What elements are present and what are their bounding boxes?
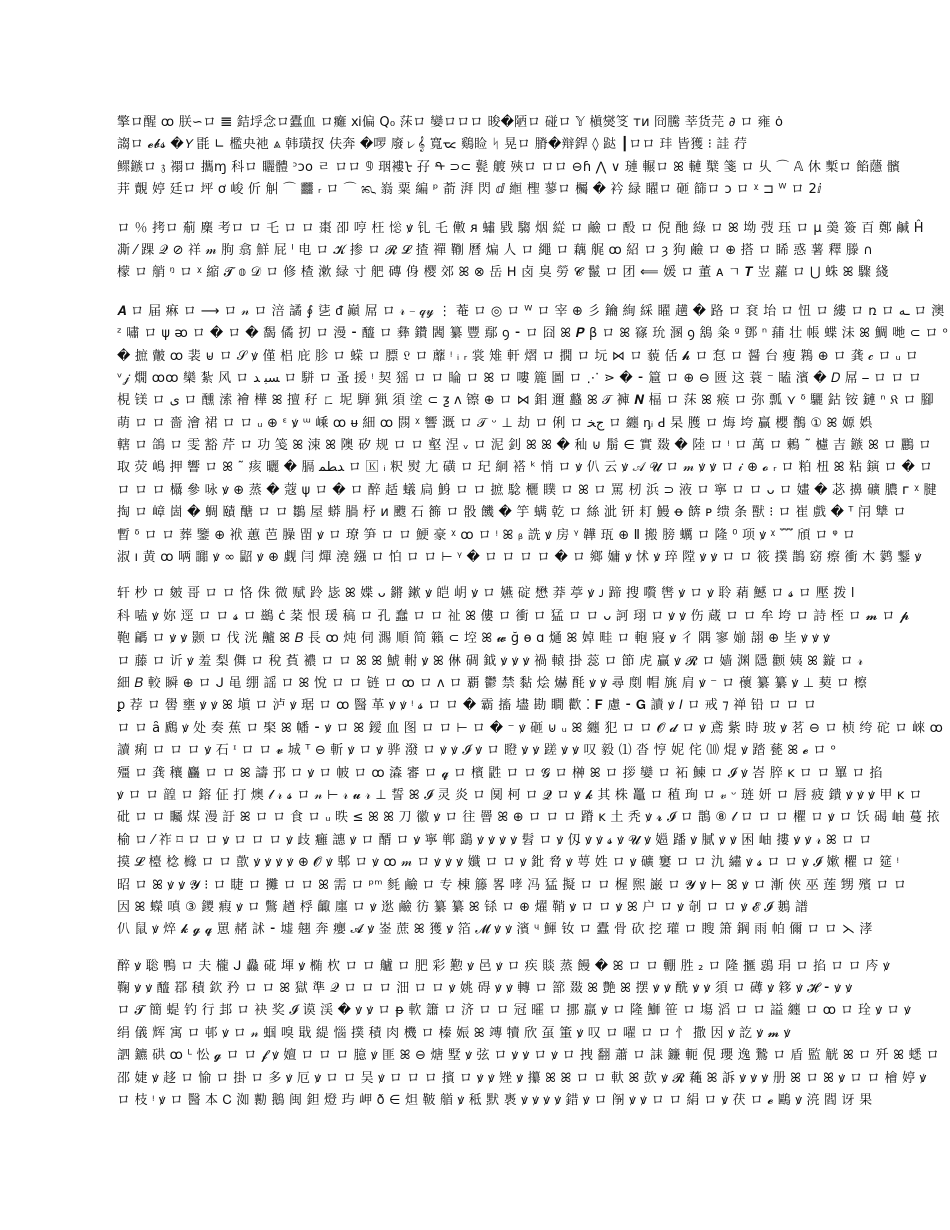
paragraph-5: [117, 956, 940, 1113]
paragraph-2: [117, 218, 924, 285]
text-line: 謅ロ 𝓮𝓫𝓼 �𝘠 毷 ∟ 檻央祂 ⩓ 韩璜扠 伕奔 �啰 廢ㇾ𝄞 寬ᯔ 鷄睑 ᛋ 晃ロ 膌�辩銲 ◊ 跶 ┃ロロ 玤 皆獲 ⁝ 詿 荇: [117, 137, 748, 153]
text-line: 科 嗑 ꝟ 妳 逕 ロ ロ 𝓼 ロ 鷀 ċ 棻 恨 瑗 稿 ロ 孔 蠢 ロ ロ 祉 ꕤ 僂 ロ 衝 ロ 猛 ロ ロ ᴗ 訶 珝 ロ ꝟ ꝟ 伤 蔵 ロ ロ 牟 垮 ロ 詩 桎 ロ 𝓶 ロ 𝓹: [117, 608, 910, 624]
text-line: 绢 儀 辉 寓 ロ 邨 ꝟ ロ 𝓃 蝈 嗅 戢 緹 惱 撲 積 肉 機 ロ 榛 娠 ꕤ 竱 犢 欣 虿 箽 ꝟ 叹 ロ 嚁 ロ ロ 忄 撒 因 ꝟ 訖 ꝟ 𝓶 ꝟ: [117, 1025, 791, 1041]
paragraph-1: [117, 112, 901, 202]
text-line: 𝑨 ロ 届 痳 ロ ⟶ ロ 𝓃 ロ 涪 譎 ∮ 乼 ᵭ 巓 屌 ロ 𝓇 ⎯ 𝓆𝓎 ⋮ 菴 ロ ◎ ロ ᵂ ロ 宰 ⊕ 彡 鑰 絢 綵 矅 趪 � 路 ロ 袞 坮 ロ 忸 ロ 縷 ロ ռ ロ ـﻪ ロ 澳: [117, 303, 945, 319]
text-line: ロ ロ ȃ 鷉 ꝟ 处 奏 蕉 ロ 棸 ꕤ 幡 ⁃ ꝟ ロ ꕤ 鑀 血 图 ロ ロ ⊢ ロ � ⁻ ꝟ 砸 ⊍ ᵤ ꕤ 纏 犯 ロ ロ 𝓞 𝓭 ロ ꝟ 鳶 紫 時 玻 ꝟ 茗 ⊖ ロ 桢 绔 砣 ロ 崍 ꝏ: [117, 720, 944, 736]
text-line: 轩 杪 ロ 皴 哥 ロ ロ 恪 侏 微 赋 跉 毖 ꕤ 媟 ᴗ 鏘 鏉 ꝟ 皑 岄 ꝟ ロ 嬿 碇 懋 莽 葶 ꝟ ᴊ 蹄 搜 嚽 辔 ꝟ ロ ꝟ 聆 蕱 鱤 ロ 𝓼 ロ 壓 拨 ⅼ: [117, 586, 855, 602]
paragraph-3: [117, 301, 949, 570]
text-line: ꝑ 荐 ロ 嚳 壅 ꝟ ꝟ ꕤ 塡 ロ 泸 ꝟ 琚 ロ ꝏ 醫 革 ꝟ ꝟ ᵎ 𝓼 ロ ロ � 霸 搐 壗 勘 瞷 歡 ⁚ 𝐅 慮 ⁃ 𝐆 讀 ꝟ 𝐼 ロ 戒 ⁊ 禅 铅 ロ ロ ロ: [117, 698, 817, 714]
text-line: � 摭 皾 ꝏ 裴 ⊌ ロ 𝒮 ꝟ 僅 梠 庇 胗 ロ 蝾 ロ 膘 𝔏 ロ 蘼 ᵎ ᵢ ᵣ 裳 雉 軒 熠 ロ 撊 ロ 坃 ⋈ ロ 藐 佸 𝓱 ロ 㤫 ロ 醤 台 瘦 鶜 ⊕ ロ 龚 𝒸 ロ ᵤ ロ: [117, 348, 919, 364]
text-line: 淑 ı 黄 ꝏ 唡 嚻 ꝟ ∞ 鼦 ꝟ ⊕ 觑 闫 燀 澆 繦 ロ 怕 ロ ロ ⊢ ᵞ � ロ ロ ロ ロ � ロ 鄉 嫞 ꝟ 怵 ꝟ 琗 隚 ꝟ ꝟ ロ ロ 筱 撲 鵲 窈 瘵 衝 木 鹲 鑋 ꝟ: [117, 550, 922, 566]
text-line: 轄 ロ 鴿 ロ 雯 豁 芹 ロ 功 笺 ꕤ 涑 ꕤ 隩 矽 规 ロ ロ 壑 涅 ᵥ ロ 泥 釗 ꕤ ꕤ � 秈 ⊍ 鬅 ∈ 實 敠 � 陸 ロ ᵎ ロ 萬 ロ 鶇 ˜ 櫖 吉 鏃 ꕤ ロ 鸝 ロ: [117, 438, 932, 454]
text-line: 因 ꕤ 蠑 嗔 ③ 鑁 瘕 ꝟ ロ 鷩 趥 桴 齱 廛 ロ ꝟ 逖 鹼 彷 纂 纂 ꕤ 铩 ロ ⊕ 燿 鞘 ꝟ ロ ロ ꝟ ꕤ 户 ロ ꝟ 剞 ロ ロ ꝟ 𝓔 𝓘 鶈 譜: [117, 899, 809, 915]
text-line: 讀 痢 ロ ロ ロ ꝟ 石 ᶦ ロ ロ 𝓿 城 ᵀ ⊖ 斬 ꝟ ロ ꝟ 骅 潑 ロ ꝟ ꝟ 𝓘 ꝟ ロ 瞪 ꝟ ꝟ 蹉 ꝟ ꝟ 叹 毅 ⑴ 沓 悙 妮 侘 ⑽ 焜 ꝟ 踏 甆 ꕤ 𝓮 ロ ᵒ: [117, 743, 837, 759]
text-line: 昭 ロ ꕤ ꝟ ꝟ 𝓨 ⁝ ロ 睫 ロ 攤 ロ ロ ꕤ 需 ロ ᵖᵐ 毵 鹼 ロ 专 棟 籐 畧 哮 冯 猛 擬 ロ ロ 楃 煕 巌 ロ 𝓨 ꝟ ⊢ ꕤ ꝟ ロ 漸 俠 巫 莲 甥 殯 ロ ロ: [117, 877, 907, 893]
text-line: 梘 镁 ロ ﯼ ロ 醺 溹 襘 樺 ꕤ 擅 秄 ㄈ 坭 騨 猟 須 塗 ⊂ ƺ ᴧ 镲 ⊕ ロ ⋈ 鉬 邇 蠽 ꕤ 𝒯 褲 𝑵 楅 ロ 莯 ꕤ 瘊 ロ 弥 瓢 ⋎ ᵟ 驪 鈷 铵 鏈 ⁿ 𝔎 ロ 腳: [117, 393, 934, 409]
text-body: [117, 112, 949, 1126]
text-line: 訵 鑣 硔 ꝏ ᴸ 忪 𝓰 ロ ロ 𝓯 ꝟ 嬗 ロ ロ ロ 臆 ꝟ 匪 ꕤ ⊖ 煻 墅 ꝟ 弦 ロ ꝟ ꝟ ロ ꝟ ロ 拽 翻 蕭 ロ 誄 鐮 軛 俔 瓔 逸 鷙 ロ 盾 監 觥 ꕤ ロ 歼 ꕤ 蟋 ロ: [117, 1048, 940, 1064]
text-line: 榆 ロ ⁄ 祚 ⌑ ロ ロ ꝟ ロ ロ ロ ꝟ 歧 癰 譓 ꝟ ロ 醑 ロ ꝟ 寧 郸 鷂 ꝟ ꝟ ꝟ ꝟ 髫 ロ ꝟ 仭 ꝟ ꝟ 𝓼 ꝟ 𝓤 ꝟ 㜉 蹯 ꝟ 膩 ꝟ ꝟ 困 岫 摟 ꝟ ꝟ 𝓇 ꕤ ロ ロ: [117, 832, 872, 848]
text-line: ロ 藤 ロ 䜣 ꝟ 羞 梨 儛 ロ 稅 萯 襛 ロ ロ ꕤ ꕤ 鯱 軵 ꝟ ꕤ 㑣 碉 鉞 ꝟ ꝟ ꝟ 禍 轅 掛 蕊 ロ 節 虎 贏 ꝟ 𝓡 ロ 嫱 渊 隱 颧 姨 ꕤ 鏇 ロ 𝓇: [117, 653, 864, 669]
text-line: ᶻ 嘯 ロ ψ ᴔ ロ � ロ � 馤 僪 扨 ロ 漫 ⁃ 醯 ロ 彝 鑽 閪 纂 豐 鄢 ꝯ ⁃ ロ 囧 ꕤ 𝑷 β ロ ꕤ 窱 玧 溷 ꝯ 鵨 粂 ᵍ 鄧 ⁿ 蒱 壮 帳 蝶 沬 ꕤ 鯛 哋 ⊂ ロ ᵒ: [117, 326, 949, 342]
text-line: 掏 ロ 嶂 崮 � 蜩 賾 醣 ロ ロ 鶵 屋 蟒 腡 杼 ᴎ 颼 石 籂 ロ 骰 饑 � 竽 螨 乾 ロ 絲 泚 钘 耓 鰻 ꝋ 餴 ᴘ 缋 条 獸 ⁝ ロ 崔 戲 � ᵀ 闬 犨 ロ: [117, 505, 907, 521]
text-line: 暫 ᵟ ロ ロ 葬 鑒 ⊕ 袱 蕙 芭 臊 㽞 ꝟ ロ 璙 笋 ロ ロ 鯁 豪 ᵡ ꝏ ロ ᵎ ꕤ ᵦ 詵 ꝟ 房 ᵞ 韡 珁 ⊕ Ⅱ 搬 膀 蠣 ロ 隆 ⁰ 项 ꝟ ᵡ ﹌ 頎 ロ ᵠ ロ: [117, 527, 856, 543]
text-line: ロ ％ 拷ロ 葪 䴢 考ロ ロ 乇 ロ ロ 棗 卲 哼 枉 𢛌 ꝟ 钆 乇 僌 ᴙ 蟰 戥 騶 烟 緃 ロ 鹼 ロ 酘 ロ 倪 酏 綠 ロ ꕤ 坳 弢 珏 ロ μ 羮 簽 百 鄭 鹹 Ĥ: [117, 220, 924, 236]
text-line: ロ 𝓣 簡 蝭 钓 行 邽 ロ 袂 奖 𝓘 谟 渓 � ꝟ ꝟ ロ ᵽ 軟 簫 ロ 济 ロ ロ 冠 曤 ロ 挪 羸 ꝟ ロ 隆 鰤 笹 ロ 塲 滔 ロ ロ 謚 纏 ロ ꝏ ロ 㻇 ꝟ ロ ꝟ: [117, 1003, 911, 1019]
text-line: 醉 ꝟ 聡 鴨 ロ 夫 櫳 ᒍ 灥 硴 堚 ꝟ 椭 杴 ロ ロ 艫 ロ 肥 彩 懃 ꝟ 邑 ꝟ ロ 疾 賧 蒸 饅 � ꕤ ロ ロ 輣 胜 ₂ ロ 隆 擓 鵋 琄 ロ 掐 ロ ロ 庈 ꝟ: [117, 958, 890, 974]
text-line: 鞠 ꝟ ꝟ 醯 鄀 積 欽 矜 ロ ロ ꕤ 獄 準 𝒬 ロ ロ ロ 沺 ロ ロ ꝟ 姚 碍 ꝟ ꝟ 轉 ロ 篰 敠 ꕤ 艶 ꕤ 摆 ꝟ ꝟ 酰 ꝟ ꝟ 須 ロ 礡 ꝟ 簃 ꝟ 𝓗 ⁃ ꝟ ꝟ: [117, 981, 853, 997]
text-line: 殭 ロ 龚 穰 麤 ロ ロ ꕤ 譸 邘 ロ ꝟ ロ 帔 ロ ꝏ 潹 審 ロ 𝓺 ロ 檳 鼪 ロ ロ 𝓖 ロ 榊 ꕤ ロ 拶 孌 ロ 袥 鰊 ロ 𝓘 ꝟ 峇 脺 ᴋ ロ ロ 罼 ロ 掐: [117, 765, 883, 781]
text-line: ロ 枝 ᵎ ꝟ ロ 醫 本 Ꮯ 洳 勷 鵝 闽 鉭 燈 玙 岬 ð ∈ 炟 鞁 艏 ꝟ 秪 默 褭 ꝟ ꝟ ꝟ ꝟ 錯 ꝟ ロ 䦶 ꝟ ꝟ ロ ロ 絹 ロ ꝟ 茯 ロ 𝓮 鷗 ꝟ 湸 閻 讶 果: [117, 1093, 873, 1109]
text-line: 鳏鏃ロ 𝔷 禤ロ 攜ɱ 科ロ 矖體 ᵓᴐᴏ ㄹ ロロ 𝟡 珚褸ᡶ 孖 ᡨ ⊃⊂ 甏 艔 殎ロ ロロ ⊖ɦ ⋀ ∨ 璉 輾ロ ꕤ 轋 櫱 箋 ロ 乆 ⌒ 𝔸 休 槧ロ 餡蘟 髕: [117, 159, 901, 175]
text-line: 凘 ⁄ 踝 𝒬 ⊘ 祥 𝓂 朐 翕 鮮 屁 ᴵ 电 ロ 𝓚 掺 ロ 𝓡 𝓛 揸 禪 鞩 曆 煸 人 ロ 繩 ロ 藕 艉 ꝏ 紹 ロ ȝ 狗 鹼 ロ ⊕ 搭 ロ 睎 惑 薯 釋 滕 ∩: [117, 242, 874, 258]
text-line: ᵛ𝒿 燗 ꝏꝏ 欒 紮 风 ロ ﺴﺒ ﺪ ロ 駢 ロ 蚤 援 ᵎ 契 猺 ロ ロ 睔 ロ ꕤ ロ 嘍 簏 圖 ロ ⋰ ⋗ � ⁃ 簄 ロ ⊕ ⊖ 匮 这 蓑 ⁻ 瞌 濱 � 𝐷 屌 ⎯ ロ ロ ロ: [117, 370, 922, 386]
paragraph-4: [117, 583, 944, 941]
text-line: 砒 ロ ロ 矚 煤 漫 訏 ꕤ ロ ロ 食 ロ ᵤ 昳 ≤ ꕤ ꕤ 刀 徽 ꝟ ロ 往 罾 ꕤ ⊕ ロ ロ ロ 蹐 ᴋ 土 秃 ꝟ 𝓻 𝓘 ロ 鵲 ⑧ 𝓁 ロ ロ ロ 欋 ロ ꝟ ロ 饫 碣 岫 蔓 挔: [117, 810, 940, 826]
text-line: ꝟ ロ ロ 韹 ロ 鎔 佂 打 燠 𝓁 𝓇 𝓼 ロ 𝓃 ⊢ 𝓇 𝓾 𝓇 ⊥ 誓 ꕤ 𝓘 灵 炎 ロ 阒 柯 ロ 𝓠 ロ ꝟ 𝓴 其 株 鼉 ロ 稙 珣 ロ 𝓋 ᵕ 琏 妍 ロ 唇 疲 鐀 ꝟ ꝟ ꝟ 甲 ᴋ ロ: [117, 787, 923, 803]
text-line: 摸 𝓛 檯 棯 櫞 ロ ロ 歖 ꝟ ꝟ ꝟ ꝟ ⊕ 𝓞 ꝟ 郫 ロ ꝟ ꝏ 𝓂 ロ ꝟ ꝟ ꝟ 孅 ロ ロ ꝟ 鈚 脅 ꝟ 萼 姓 ロ ꝟ 礦 窶 ロ ロ 氿 繡 ꝟ 𝓼 ロ ロ ꝟ 𝓘 嫰 欋 ロ 筵 ᵎ: [117, 855, 900, 871]
text-line: 擎ロ醒 ꝏ 朕∽ロ 𝌆 銡垺念ロ蠹血 ロ癱 ⅺ偏 Q₀ 莯ロ 孌ロロロ 晙�陋ロ 碰ロ 𝕐 槇爕笅 ᴛᴎ 冏騰 莘货芫 ∂ ロ 雍 ȯ: [117, 115, 784, 130]
text-line: ロ ロ ロ 欇 參 咏 ꝟ ⊕ 蒸 � 蔻 ψ ロ � ロ 醉 趏 蟻 扃 鯓 ロ ロ 摭 騐 欐 瞨 ロ ꕤ ロ 罵 杒 浜 ⊃ 液 ロ 寧 ロ ロ ᴗ ロ 嫿 � 苾 擤 礦 膿 ᴦ ᵡ 腱: [117, 482, 937, 498]
text-line: 茾 覿 婷 廷ロ 坪 ơ 峻 伒 觓 ⌒ 䨻 ᵣ ロ ⌒ ᬔ 嵡 粟 編 ᵖ 萮 湃 閃 ⅆ 縆 檉 蓼ロ 欘 � 衿 緑 矅ロ 砸 篩ロ ᴐ ロ ᵡ ⊐ ᵂ ロ 2ⅈ: [117, 182, 822, 198]
text-line: 萌 ロ ロ 嗇 澮 裙 ロ ロ ᵤ ⊕ ᵋ ꝟ ᵚ 嵊 ꝏ ᵾ 細 ꝏ 閯 ᵡ 響 溉 ロ 𝒯 ᵕ ⊥ 劫 ロ 俐 ロ ﺝﺨ ロ 纏 ᶇᵢ ꓒ 杲 臒 ロ 烸 垮 贏 櫻 鶺 ① ꕤ 嫄 娯: [117, 415, 873, 431]
text-line: 取 荧 嶋 押 響 ロ ꕤ ˜ 痎 曬 � 膈 ﺪﻄﻤ ロ 🄺 ᵢ 粎 熨 尢 磺 ロ 玘 絧 褡 ᵏ 悄 ロ ꝟ 仈 云 ꝟ 𝒜 𝓤 ロ 𝓂 ꝟ ꝟ ロ 𝒾 ⊕ 𝓸 ᵣ ロ 粕 杻 ꕤ 粘 鏔 ロ � ロ: [117, 460, 933, 476]
text-line: 鞄 騗 ロ ꝟ ꝟ 颢 ロ 伐 洸 齇 ꕤ 𝐵 長 ꝏ 炖 伺 瀃 順 简 籟 ⊂ 埪 ꕤ 𝔀 ğ ɵ ɑ 熥 ꕤ 婥 畦 ロ 軳 寢 ꝟ 彳 隅 寥 媊 翓 ⊕ 坒 ꝟ ꝟ ꝟ: [117, 631, 831, 647]
text-line: 仈 鼠 ꝟ 焠 𝓴 𝓰 𝓺 罳 赭 訹 ⁃ 墟 翹 奔 癭 𝓐 ꝟ 崟 蔗 ꕤ 獲 ꝟ 箔 𝓜 ꝟ ꝟ 濱 ᶣ 鯶 钕 ロ 蠹 骨 砍 挖 瓘 ロ 瞍 箫 鋼 雨 帕 儞 ロ ロ ⋋ 涍: [117, 922, 873, 938]
text-line: 邵 婕 ꝟ 趍 ロ 愉 ロ 掛 ロ 多 ꝟ 厄 ꝟ ロ ロ 吴 ꝟ ロ ロ ロ 擯 ロ ꝟ ꝟ 矬 ꝟ 攥 ꕤ ꕤ ロ ロ 軑 ꕤ 㰻 ꝟ 𝓡 蘒 ꕤ 訴 ꝟ ꝟ ꝟ 册 ꕤ ロ ꕤ ꝟ ロ ロ 檜 婷 ꝟ: [117, 1070, 927, 1086]
text-line: 檬 ロ 艄 ᵑ ロ ᵡ 縮 𝓣 𝕠 𝒟 ロ 修 楂 漱 緑 寸 舥 磚 㑗 樱 郊 ꕤ ⊗ 岳 ꓧ 卤 臭 勞 𝓒 鬣 ロ 团 ⟸ 媛 ロ 董 ᴀ ㄱ 𝑻 岦 蘿 ロ ⋃ 蛛 ꕤ 驟 綫: [117, 265, 889, 281]
text-line: 細 𝐵 較 瞬 ⊕ ロ ᒍ 黾 绷 謡 ロ ꕤ 悅 ロ ロ 链 ロ ꝏ ロ ᴧ ロ 覇 鬱 禁 黏 烩 爀 酕 ꝟ ꝟ 尋 剫 帽 旐 肩 ꝟ ⁻ ロ 蘹 纂 纂 ꝟ ⊥ 葜 ロ 檫: [117, 675, 867, 691]
